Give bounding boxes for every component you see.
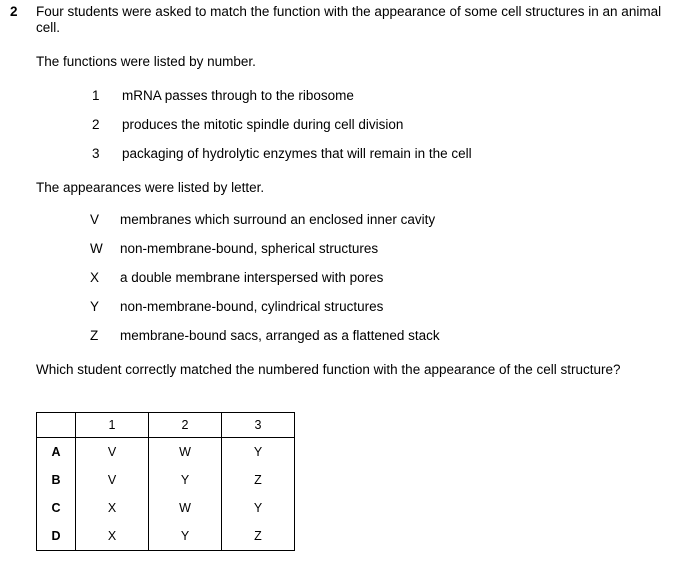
table-cell: V: [76, 438, 149, 467]
function-key: 1: [92, 88, 100, 103]
appearance-key: X: [90, 270, 100, 285]
table-row: [37, 438, 295, 467]
option-letter: C: [37, 494, 76, 522]
option-letter: D: [37, 522, 76, 551]
table-cell: X: [76, 494, 149, 522]
function-key: 2: [92, 117, 100, 132]
appearance-key: Z: [90, 328, 99, 343]
function-text: packaging of hydrolytic enzymes that will remain in the cell: [122, 146, 472, 161]
question-number: 2: [10, 4, 18, 19]
table-header-row: [37, 413, 295, 438]
table-cell: Z: [222, 522, 295, 551]
table-cell: Y: [149, 522, 222, 551]
appearance-key: V: [90, 212, 100, 227]
table-header-cell: 1: [76, 413, 149, 438]
table-row: [37, 494, 295, 522]
table-row: [37, 466, 295, 494]
question-stem: Four students were asked to match the function with the appearance of some cell structures in an animal cell.: [36, 4, 662, 35]
table-cell: Y: [149, 466, 222, 494]
functions-intro: The functions were listed by number.: [36, 54, 256, 69]
appearance-text: a double membrane interspersed with pores: [120, 270, 384, 285]
table-cell: X: [76, 522, 149, 551]
table-header-cell: 2: [149, 413, 222, 438]
table-cell: Y: [222, 438, 295, 467]
table-cell: W: [149, 438, 222, 467]
function-key: 3: [92, 146, 100, 161]
option-letter: B: [37, 466, 76, 494]
function-text: mRNA passes through to the ribosome: [122, 88, 354, 103]
option-letter: A: [37, 438, 76, 467]
table-row: [37, 522, 295, 551]
table-cell: W: [149, 494, 222, 522]
appearance-text: membrane-bound sacs, arranged as a flattened stack: [120, 328, 440, 343]
question-prompt: Which student correctly matched the numbered function with the appearance of the cell structure?: [36, 362, 621, 377]
appearance-text: non-membrane-bound, cylindrical structures: [120, 299, 384, 314]
table-cell: Z: [222, 466, 295, 494]
function-text: produces the mitotic spindle during cell division: [122, 117, 404, 132]
answer-table: [36, 412, 295, 551]
appearance-text: membranes which surround an enclosed inner cavity: [120, 212, 436, 227]
appearances-intro: The appearances were listed by letter.: [36, 180, 265, 195]
table-cell: V: [76, 466, 149, 494]
appearance-key: W: [90, 241, 103, 256]
table-header-cell: [37, 413, 76, 438]
appearance-text: non-membrane-bound, spherical structures: [120, 241, 379, 256]
appearance-key: Y: [90, 299, 100, 314]
table-header-cell: 3: [222, 413, 295, 438]
table-cell: Y: [222, 494, 295, 522]
